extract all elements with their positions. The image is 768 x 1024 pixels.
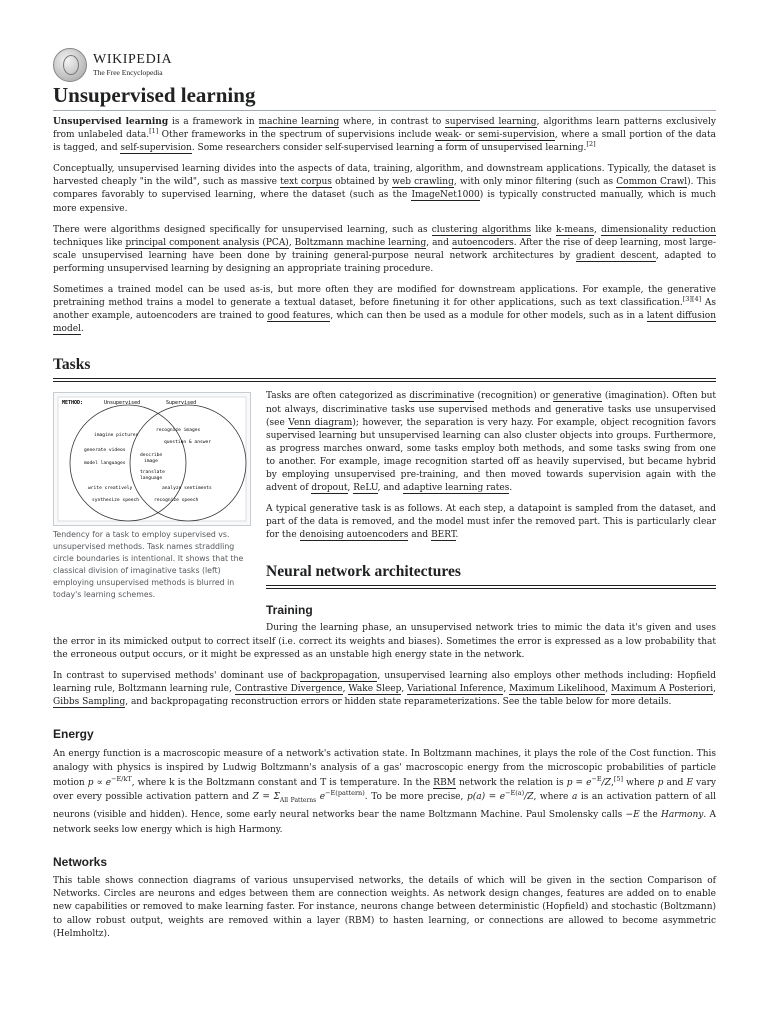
venn-item: question & answer xyxy=(164,440,212,446)
tasks-section xyxy=(53,392,716,617)
venn-item: generate videos xyxy=(84,448,126,454)
bold-term: Unsupervised learning xyxy=(53,117,169,127)
inline-link[interactable]: web crawling xyxy=(392,177,454,188)
venn-item: write creatively xyxy=(88,486,133,492)
math-superscript: −E xyxy=(591,774,602,783)
citation-ref[interactable]: [1] xyxy=(149,127,159,136)
inline-link[interactable]: Contrastive Divergence xyxy=(234,683,343,694)
inline-link[interactable]: Maximum Likelihood xyxy=(509,683,606,694)
energy-paragraph: An energy function is a macroscopic measure of a network's activation state. In Boltzmann machines, it plays the role of the Cost function. This analogy with physics is inspired by Ludwig Boltzmann's analysis of a gas' macroscopic energy from the microscopic probabilities of particle motion $p \propto e^{-E/kT}$, where k is the Boltzmann constant and T is temperature. In the RBM network the relation is $p = e^{-E}/Z,[5]$ where p and E vary over every possible activation pattern and $Z = \Sigma_{All Patterns}$ $e^{-E(pattern)}$. To be more precise, $p(a) = e^{-E(a)}/Z$, where a is an activation pattern of all neurons (visible and hidden). Hence, some early neural networks bear the name Boltzmann Machine. Paul Smolensky calls −E the Harmony. A network seeks low energy which is high Harmony. xyxy=(53,749,717,835)
venn-diagram-image[interactable] xyxy=(53,392,251,526)
inline-link[interactable]: good features xyxy=(267,311,331,322)
venn-item: recognize speech xyxy=(154,498,199,504)
inline-link[interactable]: discriminative xyxy=(409,391,475,402)
venn-item: image xyxy=(144,459,158,465)
intro-paragraph: Conceptually, unsupervised learning divides into the aspects of data, training, algorithm, and downstream applications. Typically, the dataset is harvested cheaply "in the wild", such as massive text corpus obtained by web crawling, with only minor filtering (such as Common Crawl). This compares favorably to supervised learning, where the dataset (such as the ImageNet1000) is typically constructed manually, which is much more expensive. xyxy=(53,164,717,214)
figure-caption: Tendency for a task to employ supervised vs. unsupervised methods. Task names straddling circle boundaries is intentional. It shows that the classical division of imaginative tasks (left) employing unsupervised methods is blurred in today's learning schemes. xyxy=(53,530,244,600)
math-expression: p = e xyxy=(566,777,592,788)
wikipedia-logo[interactable] xyxy=(53,48,716,82)
training-paragraph: During the learning phase, an unsupervised network tries to mimic the data it's given and uses the error in its mimicked output to correct itself (i.e. correct its weights and biases). Sometimes the error is expressed as a low probability that the erroneous output occurs, or it might be expressed as an unstable high energy state in the network. xyxy=(53,623,716,660)
inline-link[interactable]: Wake Sleep xyxy=(348,683,402,694)
section-heading-nna: Neural network architectures xyxy=(266,563,716,586)
tasks-text xyxy=(266,392,716,617)
inline-link[interactable]: weak- or semi-supervision xyxy=(434,130,555,141)
inline-link[interactable]: Variational Inference xyxy=(407,683,504,694)
math-expression: p ∝ e xyxy=(87,777,112,788)
supervised-label: Supervised xyxy=(166,400,197,407)
tasks-paragraph: A typical generative task is as follows. At each step, a datapoint is sampled from the dataset, and part of the data is removed, and the model must infer the removed part. This is particularly clear for the denoising autoencoders and BERT. xyxy=(266,504,716,541)
training-section xyxy=(53,622,716,709)
math-expression: Z = Σ xyxy=(252,792,280,803)
math-expression: −E xyxy=(625,810,640,821)
venn-item: synthesize speech xyxy=(92,498,140,504)
math-superscript: −E/kT xyxy=(111,774,132,783)
inline-link[interactable]: autoencoders xyxy=(451,237,514,248)
inline-link[interactable]: ImageNet1000 xyxy=(411,190,480,201)
inline-link[interactable]: denoising autoencoders xyxy=(299,530,409,541)
math-superscript: −E(pattern) xyxy=(325,789,365,798)
inline-link[interactable]: generative xyxy=(552,391,602,402)
intro-section xyxy=(53,116,716,336)
citation-ref[interactable]: [2] xyxy=(586,140,596,149)
inline-link[interactable]: clustering algorithms xyxy=(431,224,532,235)
venn-item: language xyxy=(140,476,163,482)
inline-link[interactable]: RBM xyxy=(433,777,456,788)
wikipedia-globe-icon xyxy=(53,48,87,82)
logo-wordmark: WIKIPEDIA xyxy=(93,52,173,68)
math-expression: E xyxy=(686,777,694,788)
inline-link[interactable]: Common Crawl xyxy=(616,177,688,188)
section-heading-tasks: Tasks xyxy=(53,356,716,379)
inline-link[interactable]: dropout xyxy=(311,483,348,494)
math-expression: p xyxy=(657,777,664,788)
inline-link[interactable]: gradient descent xyxy=(575,250,656,261)
inline-link[interactable]: backpropagation xyxy=(300,670,378,681)
intro-paragraph: Unsupervised learning is a framework in machine learning where, in contrast to supervised learning, algorithms learn patterns exclusively from unlabeled data.[1] Other frameworks in the spectrum of supervisions include weak- or semi-supervision, where a small portion of the data is tagged, and self-supervision. Some researchers consider self-supervised learning a form of unsupervised learning.[2] xyxy=(53,117,717,154)
method-label: METHOD: xyxy=(62,400,84,407)
inline-link[interactable]: Boltzmann machine learning xyxy=(294,237,427,248)
intro-paragraph: Sometimes a trained model can be used as-is, but more often they are modified for downstream applications. For example, the generative pretraining method trains a model to generate a textual dataset, before finetuning it for other applications, such as text classification.[3][4] As another example, autoencoders are trained to good features, which can then be used as a module for other models, such as in a latent diffusion model. xyxy=(53,285,716,335)
math-expression: e xyxy=(316,792,326,803)
math-expression: /Z xyxy=(524,792,534,803)
inline-link[interactable]: BERT xyxy=(431,530,456,541)
inline-link[interactable]: ReLU xyxy=(353,483,378,494)
subheading-training: Training xyxy=(266,603,313,618)
inline-link[interactable]: Maximum A Posteriori xyxy=(610,683,714,694)
math-subscript: All Patterns xyxy=(279,797,317,805)
inline-link[interactable]: k-means xyxy=(556,224,595,235)
inline-link[interactable]: self-supervision xyxy=(120,143,192,154)
math-expression: a xyxy=(571,792,578,803)
inline-link[interactable]: dimensionality reduction xyxy=(601,224,717,235)
tasks-paragraph: Tasks are often categorized as discriminative (recognition) or generative (imagination). Often but not always, discriminative tasks use supervised methods and generative tasks use unsupervised (see Venn diagram); however, the separation is very hazy. For example, object recognition favors supervised learning but unsupervised learning can also cluster objects into groups. Furthermore, as progress marches onward, some tasks employ both methods, and some tasks swing from one to another. For example, image recognition started off as heavily supervised, but became hybrid by employing unsupervised pre-training, and then moved towards supervision again with the advent of dropout, ReLU, and adaptive learning rates. xyxy=(266,391,716,494)
inline-link[interactable]: adaptive learning rates xyxy=(403,483,510,494)
venn-diagram xyxy=(54,393,250,525)
article-page xyxy=(53,48,716,941)
inline-link[interactable]: machine learning xyxy=(258,117,340,127)
subheading-energy: Energy xyxy=(53,727,94,741)
inline-link[interactable]: latent diffusion model xyxy=(53,311,716,335)
venn-item: analyze sentiments xyxy=(162,486,212,492)
venn-item: imagine pictures xyxy=(94,433,139,439)
italic-term: Harmony xyxy=(660,810,704,821)
intro-paragraph: There were algorithms designed specifically for unsupervised learning, such as clustering algorithms like k-means, dimensionality reduction techniques like principal component analysis (PCA), Boltzmann machine learning, and autoencoders. After the rise of deep learning, most large-scale unsupervised learning have been done by training general-purpose neural network architectures by gradient descent, adapted to performing unsupervised learning by designing an appropriate training procedure. xyxy=(53,224,717,274)
venn-item: recognize images xyxy=(156,428,201,434)
venn-item: translate xyxy=(140,470,165,476)
inline-link[interactable]: text corpus xyxy=(280,177,332,188)
citation-ref[interactable]: [5] xyxy=(613,774,624,783)
training-paragraph: In contrast to supervised methods' dominant use of backpropagation, unsupervised learning also employs other methods including: Hopfield learning rule, Boltzmann learning rule, Contrastive Divergence, Wake Sleep, Variational Inference, Maximum Likelihood, Maximum A Posteriori, Gibbs Sampling, and backpropagating reconstruction errors or hidden state reparameterizations. See the table below for more details. xyxy=(53,670,716,707)
math-expression: p(a) = e xyxy=(466,792,506,803)
venn-figure xyxy=(53,392,251,617)
inline-link[interactable]: Venn diagram xyxy=(288,417,353,428)
logo-tagline: The Free Encyclopedia xyxy=(93,68,163,78)
inline-link[interactable]: Gibbs Sampling xyxy=(53,696,126,707)
unsupervised-label: Unsupervised xyxy=(104,400,141,407)
subheading-networks: Networks xyxy=(53,855,108,870)
math-superscript: −E(a) xyxy=(505,789,525,798)
inline-link[interactable]: principal component analysis (PCA) xyxy=(125,237,289,248)
page-title: Unsupervised learning xyxy=(53,83,716,111)
networks-paragraph: This table shows connection diagrams of various unsupervised networks, the details of which will be given in the section Comparison of Networks. Circles are neurons and edges between them are connection weights. As network design changes, features are added on to enable new capabilities or removed to make learning faster. For instance, neurons change between deterministic (Hopfield) and stochastic (Boltzmann) to allow robust output, weights are removed within a layer (RBM) to hasten learning, or connections are allowed to become asymmetric (Helmholtz). xyxy=(53,876,716,939)
venn-item: describe xyxy=(140,453,163,459)
math-expression: /Z xyxy=(601,777,611,788)
citation-ref[interactable]: [3][4] xyxy=(682,295,702,304)
inline-link[interactable]: supervised learning xyxy=(445,117,537,127)
venn-item: model languages xyxy=(84,461,126,467)
